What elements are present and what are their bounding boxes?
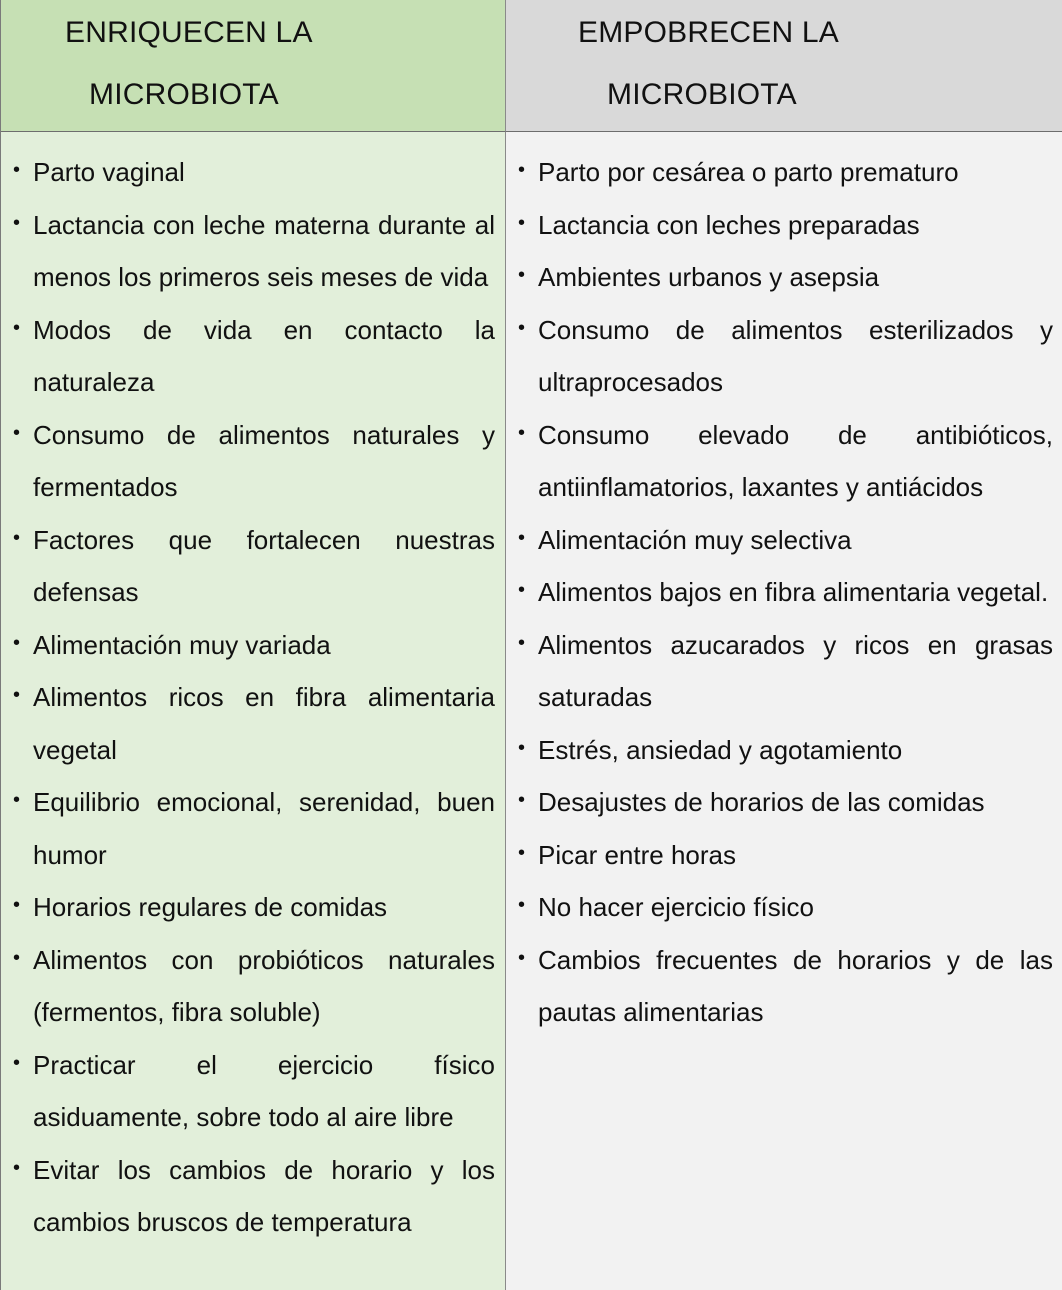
list-item-text: Alimentos azucarados y ricos en grasas saturadas (538, 629, 1053, 712)
list-item (518, 199, 1053, 252)
enriquecen-column (1, 132, 506, 1290)
bullet-icon: • (13, 1156, 21, 1179)
list-item (518, 934, 1053, 1039)
list-item (13, 409, 495, 514)
list-item (13, 304, 495, 409)
list-item-text: Lactancia con leche materna durante al menos los primeros seis meses de vida (33, 209, 495, 292)
bullet-icon: • (13, 316, 21, 339)
list-item-text: Lactancia con leches preparadas (538, 209, 920, 240)
bullet-icon: • (518, 316, 526, 339)
list-item-text: Horarios regulares de comidas (33, 892, 388, 922)
list-item-text: Consumo de alimentos naturales y fermentados (33, 419, 495, 502)
bullet-icon: • (518, 841, 526, 864)
list-item-text: Picar entre horas (538, 839, 736, 870)
list-item (518, 251, 1053, 304)
bullet-icon: • (518, 421, 526, 444)
list-item-text: Evitar los cambios de horario y los cambios bruscos de temperatura (33, 1154, 495, 1237)
enriquecen-list (13, 146, 495, 1249)
header-empobrecen-line2: MICROBIOTA (607, 78, 797, 111)
list-item (13, 146, 495, 199)
list-item (13, 199, 495, 304)
header-enriquecen (1, 0, 506, 132)
list-item (13, 881, 495, 934)
list-item (518, 409, 1053, 514)
bullet-icon: • (518, 579, 526, 601)
list-item (518, 724, 1053, 777)
list-item-text: Estrés, ansiedad y agotamiento (538, 734, 903, 765)
bullet-icon: • (13, 421, 21, 444)
bullet-icon: • (518, 211, 526, 234)
bullet-icon: • (518, 526, 526, 549)
list-item-text: Alimentos ricos en fibra alimentaria vegetal (33, 682, 495, 765)
list-item (13, 1144, 495, 1249)
list-item-text: Equilibrio emocional, serenidad, buen humor (33, 787, 495, 870)
list-item (13, 671, 495, 776)
list-item-text: Practicar el ejercicio físico asiduamente, sobre todo al aire libre (33, 1049, 495, 1132)
bullet-icon: • (13, 684, 21, 706)
list-item (13, 776, 495, 881)
bullet-icon: • (518, 159, 526, 181)
list-item-text: Alimentación muy variada (33, 629, 331, 660)
header-enriquecen-line2: MICROBIOTA (89, 78, 279, 111)
bullet-icon: • (13, 526, 21, 549)
bullet-icon: • (13, 1051, 21, 1074)
bullet-icon: • (518, 736, 526, 759)
empobrecen-column (506, 132, 1062, 1290)
list-item (518, 776, 1053, 829)
list-item-text: Alimentos bajos en fibra alimentaria vegetal. (538, 577, 1049, 607)
list-item (13, 514, 495, 619)
list-item-text: Alimentos con probióticos naturales (fermentos, fibra soluble) (33, 944, 495, 1027)
list-item-text: Parto vaginal (33, 157, 185, 187)
bullet-icon: • (13, 159, 21, 181)
bullet-icon: • (518, 946, 526, 969)
list-item-text: Alimentación muy selectiva (538, 524, 852, 555)
list-item (518, 566, 1053, 619)
list-item (518, 514, 1053, 567)
list-item (13, 1039, 495, 1144)
list-item-text: Consumo elevado de antibióticos, antiinflamatorios, laxantes y antiácidos (538, 419, 1053, 502)
empobrecen-list (518, 146, 1053, 1039)
list-item (518, 881, 1053, 934)
list-item (518, 829, 1053, 882)
bullet-icon: • (13, 631, 21, 654)
header-empobrecen-line1: EMPOBRECEN LA (578, 16, 839, 49)
bullet-icon: • (13, 946, 21, 969)
list-item-text: No hacer ejercicio físico (538, 892, 814, 922)
list-item-text: Factores que fortalecen nuestras defensas (33, 524, 495, 607)
list-item (518, 619, 1053, 724)
list-item-text: Consumo de alimentos esterilizados y ultraprocesados (538, 314, 1053, 397)
bullet-icon: • (13, 789, 21, 811)
list-item-text: Cambios frecuentes de horarios y de las pautas alimentarias (538, 944, 1053, 1027)
list-item-text: Modos de vida en contacto la naturaleza (33, 314, 495, 397)
header-empobrecen (506, 0, 1062, 132)
bullet-icon: • (518, 789, 526, 811)
header-enriquecen-line1: ENRIQUECEN LA (65, 16, 313, 49)
bullet-icon: • (518, 631, 526, 654)
list-item (518, 304, 1053, 409)
bullet-icon: • (13, 211, 21, 234)
list-item (518, 146, 1053, 199)
bullet-icon: • (13, 894, 21, 916)
list-item-text: Ambientes urbanos y asepsia (538, 262, 880, 292)
list-item-text: Parto por cesárea o parto prematuro (538, 157, 959, 187)
bullet-icon: • (518, 894, 526, 916)
list-item (13, 619, 495, 672)
bullet-icon: • (518, 264, 526, 286)
list-item-text: Desajustes de horarios de las comidas (538, 787, 985, 817)
list-item (13, 934, 495, 1039)
